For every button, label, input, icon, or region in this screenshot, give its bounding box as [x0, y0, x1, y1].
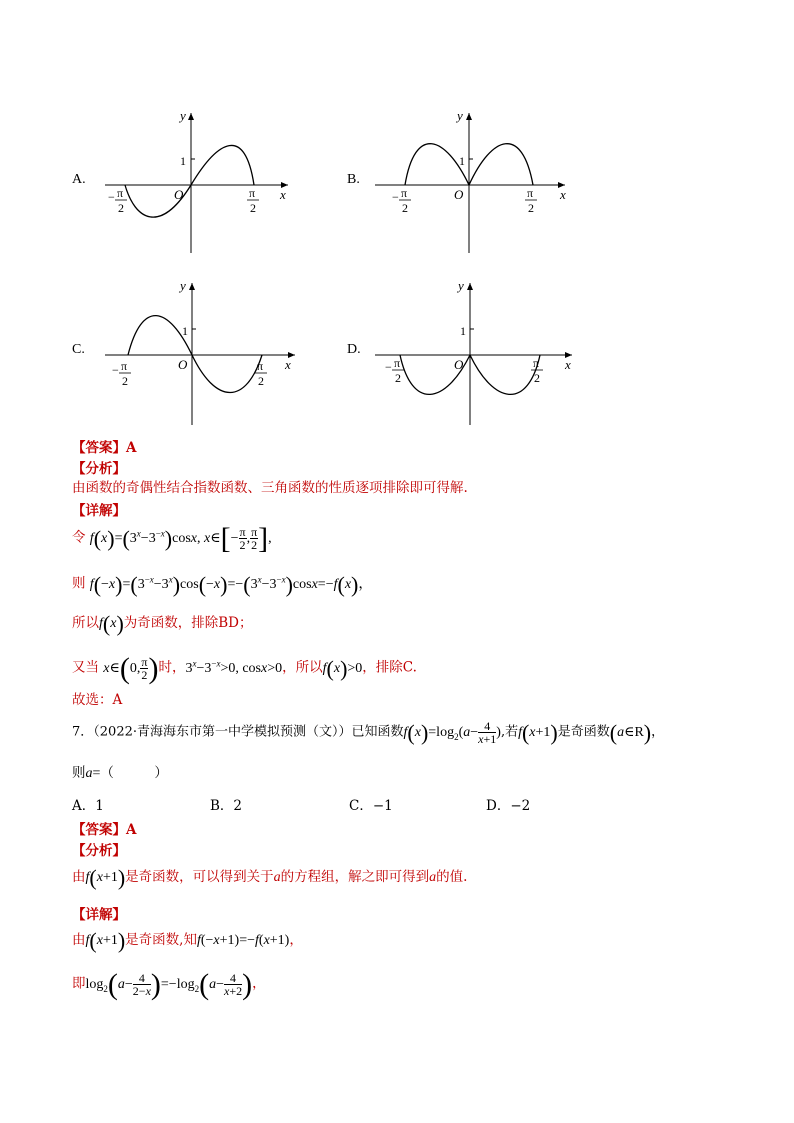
option-d-label: D. [347, 342, 361, 357]
q7-ask: 则a=（ ） [72, 765, 168, 781]
svg-text:2: 2 [402, 201, 408, 215]
q6-line2: 则 $f(-x)=(3^{-x}-3^x)\cos(-x)=-(3^x-3^{-x})\cos x=-f(x)$， [72, 571, 373, 597]
svg-text:2: 2 [534, 371, 540, 385]
svg-text:1: 1 [182, 324, 188, 338]
svg-text:2: 2 [528, 201, 534, 215]
svg-text:2: 2 [118, 201, 124, 215]
svg-text:2: 2 [395, 371, 401, 385]
q7-analysis-text: 由f(x+1)是奇函数，可以得到关于a的方程组，解之即可得到a的值. [72, 864, 468, 890]
svg-text:−: − [112, 363, 119, 377]
q6-analysis-label: 【分析】 [72, 461, 126, 477]
graph-a-y: y [180, 108, 186, 123]
svg-text:x: x [285, 357, 291, 372]
q6-line3: 所以f(x)为奇函数，排除BD； [72, 610, 253, 636]
svg-text:−: − [108, 190, 115, 204]
svg-text:y: y [457, 108, 463, 123]
q7-detail-line2: 即$\log_2(a-$ $\frac{4}{2-x}$ )$=-\log_2(a-$ $\frac{4}{x+2}$ )， [72, 967, 266, 1001]
q6-detail-label: 【详解】 [72, 503, 126, 519]
graph-a-one: 1 [180, 154, 186, 168]
q7-option-b: B．2 [210, 798, 243, 814]
svg-text:2: 2 [258, 374, 264, 388]
svg-text:π: π [527, 186, 534, 200]
graph-b [370, 105, 580, 255]
svg-text:2: 2 [122, 374, 128, 388]
q7-option-a: A．1 [72, 798, 104, 814]
svg-text:π: π [117, 186, 124, 200]
svg-text:O: O [454, 357, 464, 372]
svg-text:π: π [257, 359, 264, 373]
q6-choose: 故选：A [72, 692, 123, 708]
svg-text:π: π [249, 186, 256, 200]
svg-text:−: − [385, 360, 392, 374]
svg-text:y: y [458, 278, 464, 293]
svg-text:O: O [454, 187, 464, 202]
svg-text:π: π [394, 356, 401, 370]
svg-text:y: y [180, 278, 186, 293]
graph-a-origin: O [174, 187, 184, 202]
graph-d [370, 275, 580, 430]
q7-detail-line1: 由f(x+1)是奇函数,知f(−x+1)=−f(x+1)， [72, 927, 303, 953]
graph-a-x: x [280, 187, 286, 202]
graph-a [100, 105, 300, 255]
q7-option-c: C．−1 [349, 798, 393, 814]
q6-line4: 又当 x∈(0, $\frac{\pi}{2}$ )时，$3^x-3^{-x}>0$, cosx>0，所以f(x)>0，排除C. [72, 651, 417, 685]
svg-text:O: O [178, 357, 188, 372]
q6-answer: 【答案】A [72, 440, 137, 456]
q7-answer: 【答案】A [72, 822, 137, 838]
q6-line1: 令 $f(x)=(3^x-3^{-x})\cos x$, x∈[− $\frac{\pi}{2}$ , $\frac{\pi}{2}$ ], [72, 521, 272, 555]
svg-text:x: x [565, 357, 571, 372]
svg-text:1: 1 [459, 154, 465, 168]
graph-c [100, 275, 310, 430]
svg-text:1: 1 [460, 324, 466, 338]
q7-detail-label: 【详解】 [72, 907, 126, 923]
q7-analysis-label: 【分析】 [72, 843, 126, 859]
q7-stem: 7．（2022·青海海东市第一中学模拟预测（文））已知函数$f(x)=\log_2(a-$ $\frac{4}{x+1}$ ),若f(x+1)是奇函数(a∈R)， [72, 719, 665, 746]
option-c-label: C. [72, 342, 85, 357]
svg-text:π: π [121, 359, 128, 373]
svg-text:π: π [401, 186, 408, 200]
q6-analysis-text: 由函数的奇偶性结合指数函数、三角函数的性质逐项排除即可得解. [72, 480, 468, 496]
q7-option-d: D．−2 [486, 798, 531, 814]
option-a-label: A. [72, 172, 86, 187]
svg-text:−: − [392, 190, 399, 204]
option-b-label: B. [347, 172, 360, 187]
svg-text:2: 2 [250, 201, 256, 215]
svg-text:π: π [533, 356, 540, 370]
svg-text:x: x [560, 187, 566, 202]
